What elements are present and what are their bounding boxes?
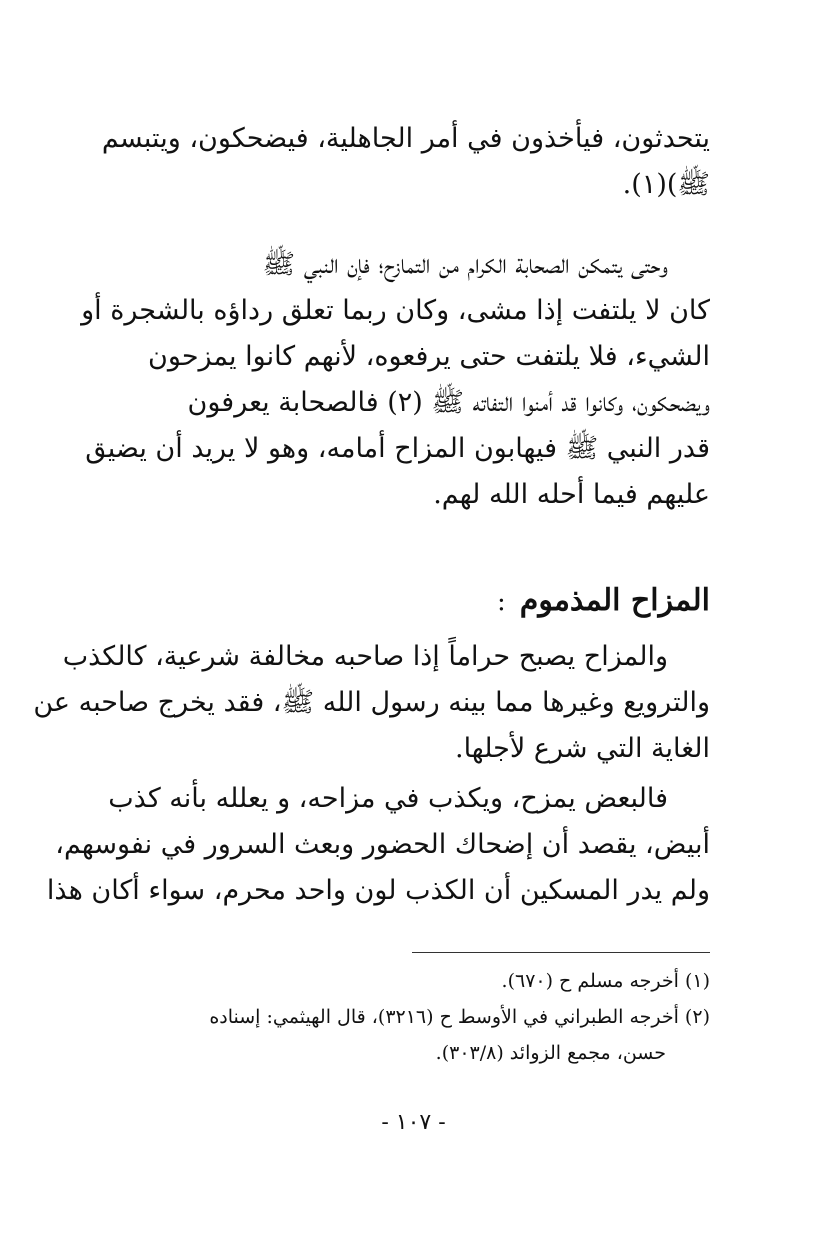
text-line: أبيض، يقصد أن إضحاك الحضور وبعث السرور في نفوسهم، xyxy=(55,829,710,860)
text-line: والترويع وغيرها مما بينه رسول الله ﷺ، فقد يخرج صاحبه عن xyxy=(33,687,710,718)
footnote-2: (٢) أخرجه الطبراني في الأوسط ح (٣٢١٦)، قال الهيثمي: إسناده xyxy=(209,1006,710,1028)
text-line: قدر النبي ﷺ فيهابون المزاح أمامه، وهو لا يريد أن يضيق xyxy=(85,433,710,464)
text-line: والمزاح يصبح حراماً إذا صاحبه مخالفة شرعية، كالكذب xyxy=(62,641,668,672)
text-line: فالبعض يمزح، ويكذب في مزاحه، و يعلله بأنه كذب xyxy=(108,783,668,814)
section-heading xyxy=(497,578,710,625)
section-heading-colon: : xyxy=(497,587,506,617)
footnote-divider xyxy=(412,952,710,953)
paragraph-forbidden-joking xyxy=(33,634,710,772)
text-line: وحتى يتمكن الصحابة الكرام من التمازح؛ فإن النبي ﷺ xyxy=(262,249,668,280)
paragraph-continuation xyxy=(101,116,710,208)
text-line: عليهم فيما أحله الله لهم. xyxy=(433,479,710,510)
text-line: يتحدثون، فيأخذون في أمر الجاهلية، فيضحكون، ويتبسم xyxy=(101,123,710,154)
page-number: - ١٠٧ - xyxy=(381,1110,446,1135)
text-line: الشيء، فلا يلتفت حتى يرفعوه، لأنهم كانوا يمزحون xyxy=(148,341,710,372)
paragraph-prophet-not-turning xyxy=(81,242,710,518)
footnotes xyxy=(118,963,710,1071)
text-line: ﷺ)(١). xyxy=(622,169,710,200)
paragraph-white-lie xyxy=(46,776,710,914)
text-line: كان لا يلتفت إذا مشى، وكان ربما تعلق رداؤه بالشجرة أو xyxy=(81,295,710,326)
text-line: ولم يدر المسكين أن الكذب لون واحد محرم، سواء أكان هذا xyxy=(46,875,710,906)
footnote-1: (١) أخرجه مسلم ح (٦٧٠). xyxy=(501,970,710,992)
section-heading-title: المزاح المذموم xyxy=(519,583,710,618)
text-line: الغاية التي شرع لأجلها. xyxy=(454,733,710,764)
text-line: ويضحكون، وكانوا قد أمنوا التفاته ﷺ (٢) فالصحابة يعرفون xyxy=(187,387,710,418)
footnote-2-continuation: حسن، مجمع الزوائد (٣٠٣/٨). xyxy=(435,1042,666,1064)
